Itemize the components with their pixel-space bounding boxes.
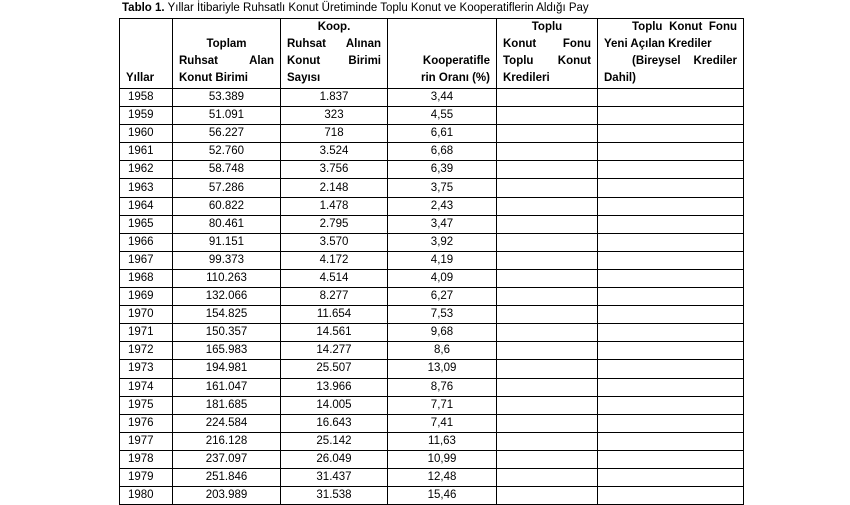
cell-coop-ratio: 8,76 (388, 378, 497, 396)
table-row (120, 161, 744, 179)
cell-coop-ratio: 3,47 (388, 215, 497, 233)
cell-coop-permits: 11.654 (281, 306, 388, 324)
cell-coop-permits: 14.561 (281, 324, 388, 342)
cell-fund-credits (497, 89, 598, 107)
header-total-permits: Toplam Ruhsat Alan Konut Birimi (173, 19, 281, 89)
cell-coop-ratio: 7,71 (388, 396, 497, 414)
cell-coop-permits: 3.570 (281, 233, 388, 251)
cell-fund-credits (497, 288, 598, 306)
table-row (120, 414, 744, 432)
table-row (120, 396, 744, 414)
cell-total-permits: 150.357 (173, 324, 281, 342)
cell-new-credits (598, 125, 744, 143)
table-row (120, 179, 744, 197)
cell-new-credits (598, 432, 744, 450)
cell-total-permits: 53.389 (173, 89, 281, 107)
cell-coop-permits: 31.538 (281, 487, 388, 505)
cell-coop-ratio: 6,68 (388, 143, 497, 161)
cell-year: 1963 (120, 179, 173, 197)
cell-coop-permits: 25.142 (281, 432, 388, 450)
cell-year: 1975 (120, 396, 173, 414)
cell-new-credits (598, 89, 744, 107)
cell-new-credits (598, 396, 744, 414)
header-years: Yıllar (120, 19, 173, 89)
cell-new-credits (598, 324, 744, 342)
cell-total-permits: 60.822 (173, 197, 281, 215)
table-row (120, 378, 744, 396)
cell-fund-credits (497, 487, 598, 505)
cell-new-credits (598, 468, 744, 486)
cell-year: 1970 (120, 306, 173, 324)
caption-text: Yıllar İtibariyle Ruhsatlı Konut Üretiminde Toplu Konut ve Kooperatiflerin Aldığı Pay (167, 2, 589, 14)
cell-coop-ratio: 2,43 (388, 197, 497, 215)
cell-total-permits: 57.286 (173, 179, 281, 197)
cell-year: 1972 (120, 342, 173, 360)
cell-fund-credits (497, 378, 598, 396)
cell-year: 1971 (120, 324, 173, 342)
cell-fund-credits (497, 306, 598, 324)
cell-total-permits: 52.760 (173, 143, 281, 161)
cell-total-permits: 203.989 (173, 487, 281, 505)
cell-year: 1977 (120, 432, 173, 450)
table-row (120, 342, 744, 360)
cell-new-credits (598, 269, 744, 287)
cell-coop-permits: 14.277 (281, 342, 388, 360)
cell-fund-credits (497, 143, 598, 161)
cell-year: 1965 (120, 215, 173, 233)
cell-fund-credits (497, 342, 598, 360)
cell-coop-ratio: 15,46 (388, 487, 497, 505)
cell-year: 1969 (120, 288, 173, 306)
cell-year: 1974 (120, 378, 173, 396)
cell-coop-ratio: 4,19 (388, 251, 497, 269)
cell-year: 1966 (120, 233, 173, 251)
cell-total-permits: 165.983 (173, 342, 281, 360)
cell-coop-permits: 25.507 (281, 360, 388, 378)
cell-new-credits (598, 306, 744, 324)
cell-fund-credits (497, 251, 598, 269)
cell-coop-permits: 14.005 (281, 396, 388, 414)
cell-new-credits (598, 179, 744, 197)
cell-fund-credits (497, 233, 598, 251)
cell-coop-ratio: 11,63 (388, 432, 497, 450)
cell-fund-credits (497, 107, 598, 125)
cell-new-credits (598, 414, 744, 432)
cell-fund-credits (497, 197, 598, 215)
cell-total-permits: 154.825 (173, 306, 281, 324)
cell-coop-permits: 4.514 (281, 269, 388, 287)
cell-total-permits: 132.066 (173, 288, 281, 306)
cell-coop-permits: 3.756 (281, 161, 388, 179)
cell-coop-ratio: 7,53 (388, 306, 497, 324)
table-row (120, 468, 744, 486)
cell-coop-permits: 1.837 (281, 89, 388, 107)
table-row (120, 233, 744, 251)
cell-fund-credits (497, 125, 598, 143)
cell-year: 1960 (120, 125, 173, 143)
cell-total-permits: 91.151 (173, 233, 281, 251)
header-coop-permits: Koop. Ruhsat Alınan Konut Birimi Sayısı (281, 19, 388, 89)
housing-table (119, 18, 744, 505)
table-row (120, 269, 744, 287)
cell-coop-ratio: 3,92 (388, 233, 497, 251)
cell-total-permits: 51.091 (173, 107, 281, 125)
cell-coop-ratio: 3,75 (388, 179, 497, 197)
cell-fund-credits (497, 414, 598, 432)
cell-new-credits (598, 251, 744, 269)
caption-label: Tablo 1. (122, 2, 165, 14)
table-row (120, 450, 744, 468)
cell-total-permits: 194.981 (173, 360, 281, 378)
cell-fund-credits (497, 215, 598, 233)
cell-new-credits (598, 288, 744, 306)
cell-fund-credits (497, 324, 598, 342)
cell-total-permits: 110.263 (173, 269, 281, 287)
cell-year: 1978 (120, 450, 173, 468)
cell-new-credits (598, 233, 744, 251)
header-coop-ratio: Kooperatifle rin Oranı (%) (388, 19, 497, 89)
cell-total-permits: 80.461 (173, 215, 281, 233)
cell-fund-credits (497, 179, 598, 197)
cell-year: 1958 (120, 89, 173, 107)
table-row (120, 107, 744, 125)
cell-year: 1962 (120, 161, 173, 179)
cell-new-credits (598, 161, 744, 179)
cell-new-credits (598, 143, 744, 161)
cell-coop-permits: 2.148 (281, 179, 388, 197)
cell-new-credits (598, 107, 744, 125)
cell-coop-ratio: 10,99 (388, 450, 497, 468)
cell-new-credits (598, 197, 744, 215)
cell-coop-permits: 3.524 (281, 143, 388, 161)
table-row (120, 487, 744, 505)
cell-coop-ratio: 6,27 (388, 288, 497, 306)
cell-fund-credits (497, 432, 598, 450)
cell-coop-ratio: 8,6 (388, 342, 497, 360)
table-row (120, 306, 744, 324)
cell-total-permits: 251.846 (173, 468, 281, 486)
table-row (120, 360, 744, 378)
cell-year: 1980 (120, 487, 173, 505)
cell-year: 1979 (120, 468, 173, 486)
cell-coop-permits: 323 (281, 107, 388, 125)
table-row (120, 288, 744, 306)
cell-total-permits: 224.584 (173, 414, 281, 432)
table-row (120, 197, 744, 215)
cell-fund-credits (497, 450, 598, 468)
cell-coop-permits: 8.277 (281, 288, 388, 306)
table-row (120, 143, 744, 161)
table-caption (122, 2, 589, 14)
cell-coop-ratio: 12,48 (388, 468, 497, 486)
cell-year: 1967 (120, 251, 173, 269)
cell-coop-permits: 16.643 (281, 414, 388, 432)
table-row (120, 89, 744, 107)
cell-year: 1964 (120, 197, 173, 215)
cell-coop-ratio: 6,61 (388, 125, 497, 143)
cell-new-credits (598, 450, 744, 468)
cell-new-credits (598, 360, 744, 378)
table-row (120, 251, 744, 269)
cell-total-permits: 56.227 (173, 125, 281, 143)
cell-total-permits: 99.373 (173, 251, 281, 269)
cell-year: 1961 (120, 143, 173, 161)
header-new-credits: Toplu Konut Fonu Yeni Açılan Krediler (Bireysel Krediler Dahil) (598, 19, 744, 89)
cell-year: 1968 (120, 269, 173, 287)
cell-coop-permits: 13.966 (281, 378, 388, 396)
cell-year: 1959 (120, 107, 173, 125)
cell-coop-ratio: 4,55 (388, 107, 497, 125)
cell-fund-credits (497, 269, 598, 287)
table-row (120, 432, 744, 450)
cell-total-permits: 181.685 (173, 396, 281, 414)
table-row (120, 324, 744, 342)
table-row (120, 125, 744, 143)
cell-new-credits (598, 487, 744, 505)
header-row (120, 19, 744, 89)
cell-fund-credits (497, 396, 598, 414)
cell-total-permits: 237.097 (173, 450, 281, 468)
cell-fund-credits (497, 360, 598, 378)
cell-coop-permits: 4.172 (281, 251, 388, 269)
cell-fund-credits (497, 161, 598, 179)
cell-coop-permits: 1.478 (281, 197, 388, 215)
cell-coop-permits: 31.437 (281, 468, 388, 486)
cell-coop-ratio: 3,44 (388, 89, 497, 107)
cell-coop-ratio: 6,39 (388, 161, 497, 179)
cell-coop-ratio: 4,09 (388, 269, 497, 287)
cell-total-permits: 216.128 (173, 432, 281, 450)
cell-new-credits (598, 215, 744, 233)
cell-coop-ratio: 9,68 (388, 324, 497, 342)
cell-new-credits (598, 342, 744, 360)
cell-new-credits (598, 378, 744, 396)
cell-year: 1976 (120, 414, 173, 432)
cell-total-permits: 58.748 (173, 161, 281, 179)
cell-fund-credits (497, 468, 598, 486)
cell-coop-ratio: 13,09 (388, 360, 497, 378)
cell-total-permits: 161.047 (173, 378, 281, 396)
header-housing-fund-credits: Toplu Konut Fonu Toplu Konut Kredileri (497, 19, 598, 89)
cell-coop-permits: 718 (281, 125, 388, 143)
cell-coop-ratio: 7,41 (388, 414, 497, 432)
cell-coop-permits: 26.049 (281, 450, 388, 468)
cell-coop-permits: 2.795 (281, 215, 388, 233)
cell-year: 1973 (120, 360, 173, 378)
table-body (120, 89, 744, 505)
table-row (120, 215, 744, 233)
